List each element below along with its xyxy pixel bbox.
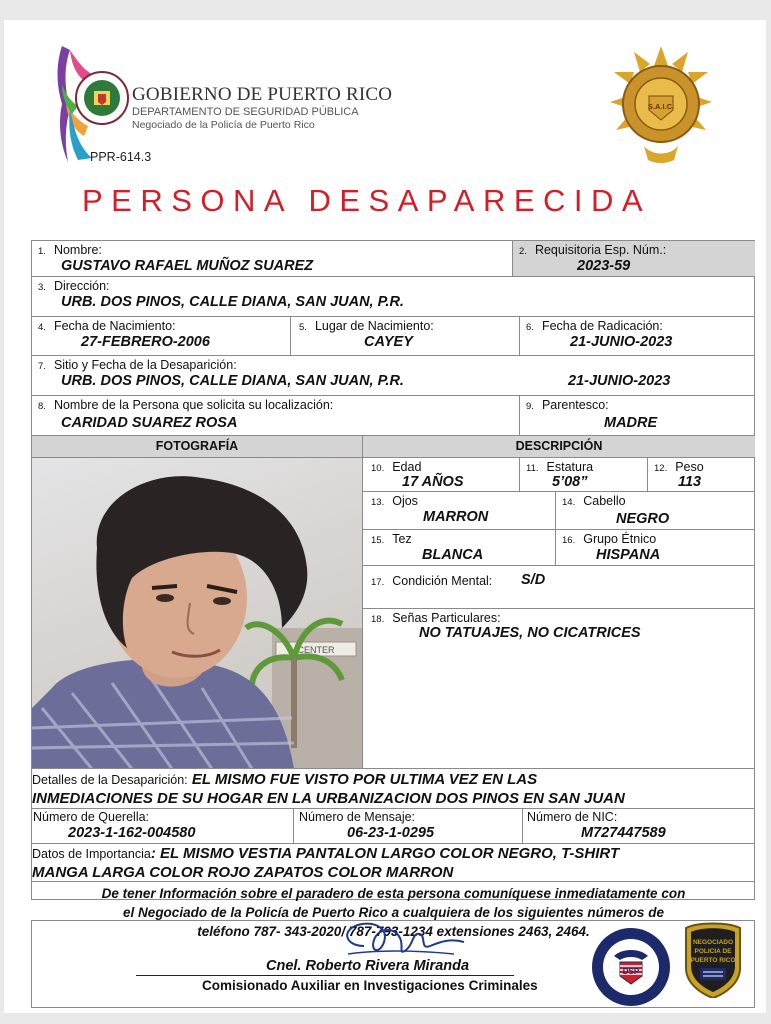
sitio-value: URB. DOS PINOS, CALLE DIANA, SAN JUAN, P.R. xyxy=(61,373,404,389)
nombre-cell: 1. Nombre: GUSTAVO RAFAEL MUÑOZ SUAREZ xyxy=(32,241,513,277)
missing-person-photo xyxy=(32,458,363,769)
ojos-label: Ojos xyxy=(392,494,418,508)
peso-cell: 12. Peso 113 xyxy=(648,458,755,492)
sitio-fecha-value: 21-JUNIO-2023 xyxy=(568,373,671,389)
signer-name: Cnel. Roberto Rivera Miranda xyxy=(266,958,470,974)
estatura-value: 5’08” xyxy=(552,474,588,490)
edad-cell: 10. Edad 17 AÑOS xyxy=(363,458,520,492)
ojos-cell: 13. Ojos MARRON xyxy=(363,492,556,530)
npr-line3: PUERTO RICO xyxy=(690,957,736,964)
direccion-label: Dirección: xyxy=(53,279,110,293)
tez-label: Tez xyxy=(392,532,412,546)
fotografia-header: FOTOGRAFÍA xyxy=(32,436,363,458)
mensaje-cell xyxy=(294,809,523,844)
cabello-cell: 14. Cabello NEGRO xyxy=(556,492,755,530)
unit-name: Negociado de la Policía de Puerto Rico xyxy=(132,119,315,131)
solicitante-cell: 8. Nombre de la Persona que solicita su localización: CARIDAD SUAREZ ROSA xyxy=(32,396,520,436)
nic-cell xyxy=(523,809,755,844)
signature-line xyxy=(136,975,514,976)
detalles-line1: EL MISMO FUE VISTO POR ULTIMA VEZ EN LAS xyxy=(191,771,538,788)
sitio-label: Sitio y Fecha de la Desaparición: xyxy=(53,358,237,372)
condicion-mental-label: Condición Mental: xyxy=(392,574,493,588)
saic-gold-seal xyxy=(608,46,714,164)
requisitoria-value: 2023-59 xyxy=(577,258,631,274)
background-sign-text: CENTER xyxy=(297,645,335,655)
sitio-desaparicion-cell: 7. Sitio y Fecha de la Desaparición: URB. DOS PINOS, CALLE DIANA, SAN JUAN, P.R. 21-JUNIO-2023 xyxy=(32,356,755,396)
lugar-nacimiento-cell: 5. Lugar de Nacimiento: CAYEY xyxy=(291,317,520,356)
fecha-radicacion-cell: 6. Fecha de Radicación: 21-JUNIO-2023 xyxy=(520,317,755,356)
condicion-mental-cell: 17. Condición Mental: S/D xyxy=(363,566,755,609)
detalles-cell xyxy=(32,769,755,809)
gov-title: GOBIERNO DE PUERTO RICO xyxy=(132,84,393,105)
parentesco-cell: 9. Parentesco: MADRE xyxy=(520,396,755,436)
dsp-seal xyxy=(590,926,672,1008)
importancia-line2: MANGA LARGA COLOR ROJO ZAPATOS COLOR MARRON xyxy=(32,864,454,881)
requisitoria-cell: 2. Requisitoria Esp. Núm.: 2023-59 xyxy=(513,241,755,277)
fecha-nacimiento-label: Fecha de Nacimiento: xyxy=(53,319,176,333)
portrait-illustration xyxy=(32,458,363,769)
nic-value: M727447589 xyxy=(581,825,666,841)
npr-line1: NEGOCIADO xyxy=(692,939,734,946)
report-form xyxy=(31,240,755,939)
edad-label: Edad xyxy=(392,460,422,474)
nombre-label: Nombre: xyxy=(53,243,102,257)
estatura-cell: 11. Estatura 5’08” xyxy=(520,458,648,492)
negociado-policia-badge xyxy=(682,922,744,998)
fecha-radicacion-value: 21-JUNIO-2023 xyxy=(570,334,673,350)
npr-line2: POLICIA DE xyxy=(694,948,732,955)
direccion-value: URB. DOS PINOS, CALLE DIANA, SAN JUAN, P.R. xyxy=(61,294,404,310)
grupo-etnico-label: Grupo Étnico xyxy=(583,532,657,546)
lugar-nacimiento-value: CAYEY xyxy=(364,334,413,350)
estatura-label: Estatura xyxy=(546,460,594,474)
notice-line1: De tener Información sobre el paradero de esta persona comuníquese inmediatamente con xyxy=(101,886,686,901)
peso-value: 113 xyxy=(678,474,702,490)
parentesco-value: MADRE xyxy=(604,415,658,431)
importancia-label: Datos de Importancia xyxy=(32,847,151,861)
dsp-center-text: DSP xyxy=(622,967,640,976)
edad-value: 17 AÑOS xyxy=(402,474,464,490)
fecha-nacimiento-value: 27-FEBRERO-2006 xyxy=(81,334,210,350)
nic-label: Número de NIC: xyxy=(527,810,618,824)
condicion-mental-value: S/D xyxy=(521,572,546,588)
importancia-line1: : EL MISMO VESTIA PANTALON LARGO COLOR NEGRO, T-SHIRT xyxy=(150,845,620,862)
notice-line2: el Negociado de la Policía de Puerto Rico a cualquiera de los siguientes números de xyxy=(123,905,664,920)
ojos-value: MARRON xyxy=(423,509,489,525)
cabello-value: NEGRO xyxy=(616,511,670,527)
fecha-nacimiento-cell: 4. Fecha de Nacimiento: 27-FEBRERO-2006 xyxy=(32,317,291,356)
querella-label: Número de Querella: xyxy=(33,810,150,824)
document-page xyxy=(4,20,766,1013)
importancia-cell xyxy=(32,844,755,882)
detalles-label: Detalles de la Desaparición: xyxy=(32,773,188,787)
tez-value: BLANCA xyxy=(422,547,484,563)
signer-title: Comisionado Auxiliar en Investigaciones Criminales xyxy=(202,978,538,993)
lugar-nacimiento-label: Lugar de Nacimiento: xyxy=(314,319,434,333)
requisitoria-label: Requisitoria Esp. Núm.: xyxy=(534,243,667,257)
fecha-radicacion-label: Fecha de Radicación: xyxy=(541,319,663,333)
tez-cell: 15. Tez BLANCA xyxy=(363,530,556,566)
parentesco-label: Parentesco: xyxy=(541,398,609,412)
grupo-etnico-cell: 16. Grupo Étnico HISPANA xyxy=(556,530,755,566)
form-code: PPR-614.3 xyxy=(90,150,152,164)
senas-particulares-cell: 18. Señas Particulares: NO TATUAJES, NO CICATRICES xyxy=(363,609,755,769)
querella-value: 2023-1-162-004580 xyxy=(68,825,196,841)
notice-line3: teléfono 787- 343-2020/ 787-793-1234 extensiones 2463, 2464. xyxy=(197,924,590,939)
direccion-cell: 3. Dirección: URB. DOS PINOS, CALLE DIANA, SAN JUAN, P.R. xyxy=(32,277,755,317)
dept-name: DEPARTAMENTO DE SEGURIDAD PÚBLICA xyxy=(132,106,359,118)
mensaje-value: 06-23-1-0295 xyxy=(347,825,435,841)
cabello-label: Cabello xyxy=(583,494,626,508)
senas-value: NO TATUAJES, NO CICATRICES xyxy=(419,625,641,641)
grupo-etnico-value: HISPANA xyxy=(596,547,661,563)
senas-label: Señas Particulares: xyxy=(392,611,501,625)
mensaje-label: Número de Mensaje: xyxy=(299,810,416,824)
seal-center-text: S.A.I.C. xyxy=(647,102,675,111)
peso-label: Peso xyxy=(675,460,704,474)
nombre-value: GUSTAVO RAFAEL MUÑOZ SUAREZ xyxy=(61,258,314,274)
solicitante-label: Nombre de la Persona que solicita su localización: xyxy=(53,398,334,412)
page-title: PERSONA DESAPARECIDA xyxy=(82,183,652,218)
querella-cell xyxy=(32,809,294,844)
detalles-line2: INMEDIACIONES DE SU HOGAR EN LA URBANIZACION DOS PINOS EN SAN JUAN xyxy=(32,790,625,807)
solicitante-value: CARIDAD SUAREZ ROSA xyxy=(61,415,238,431)
puerto-rico-government-logo xyxy=(48,44,132,164)
descripcion-header: DESCRIPCIÓN xyxy=(363,436,755,458)
